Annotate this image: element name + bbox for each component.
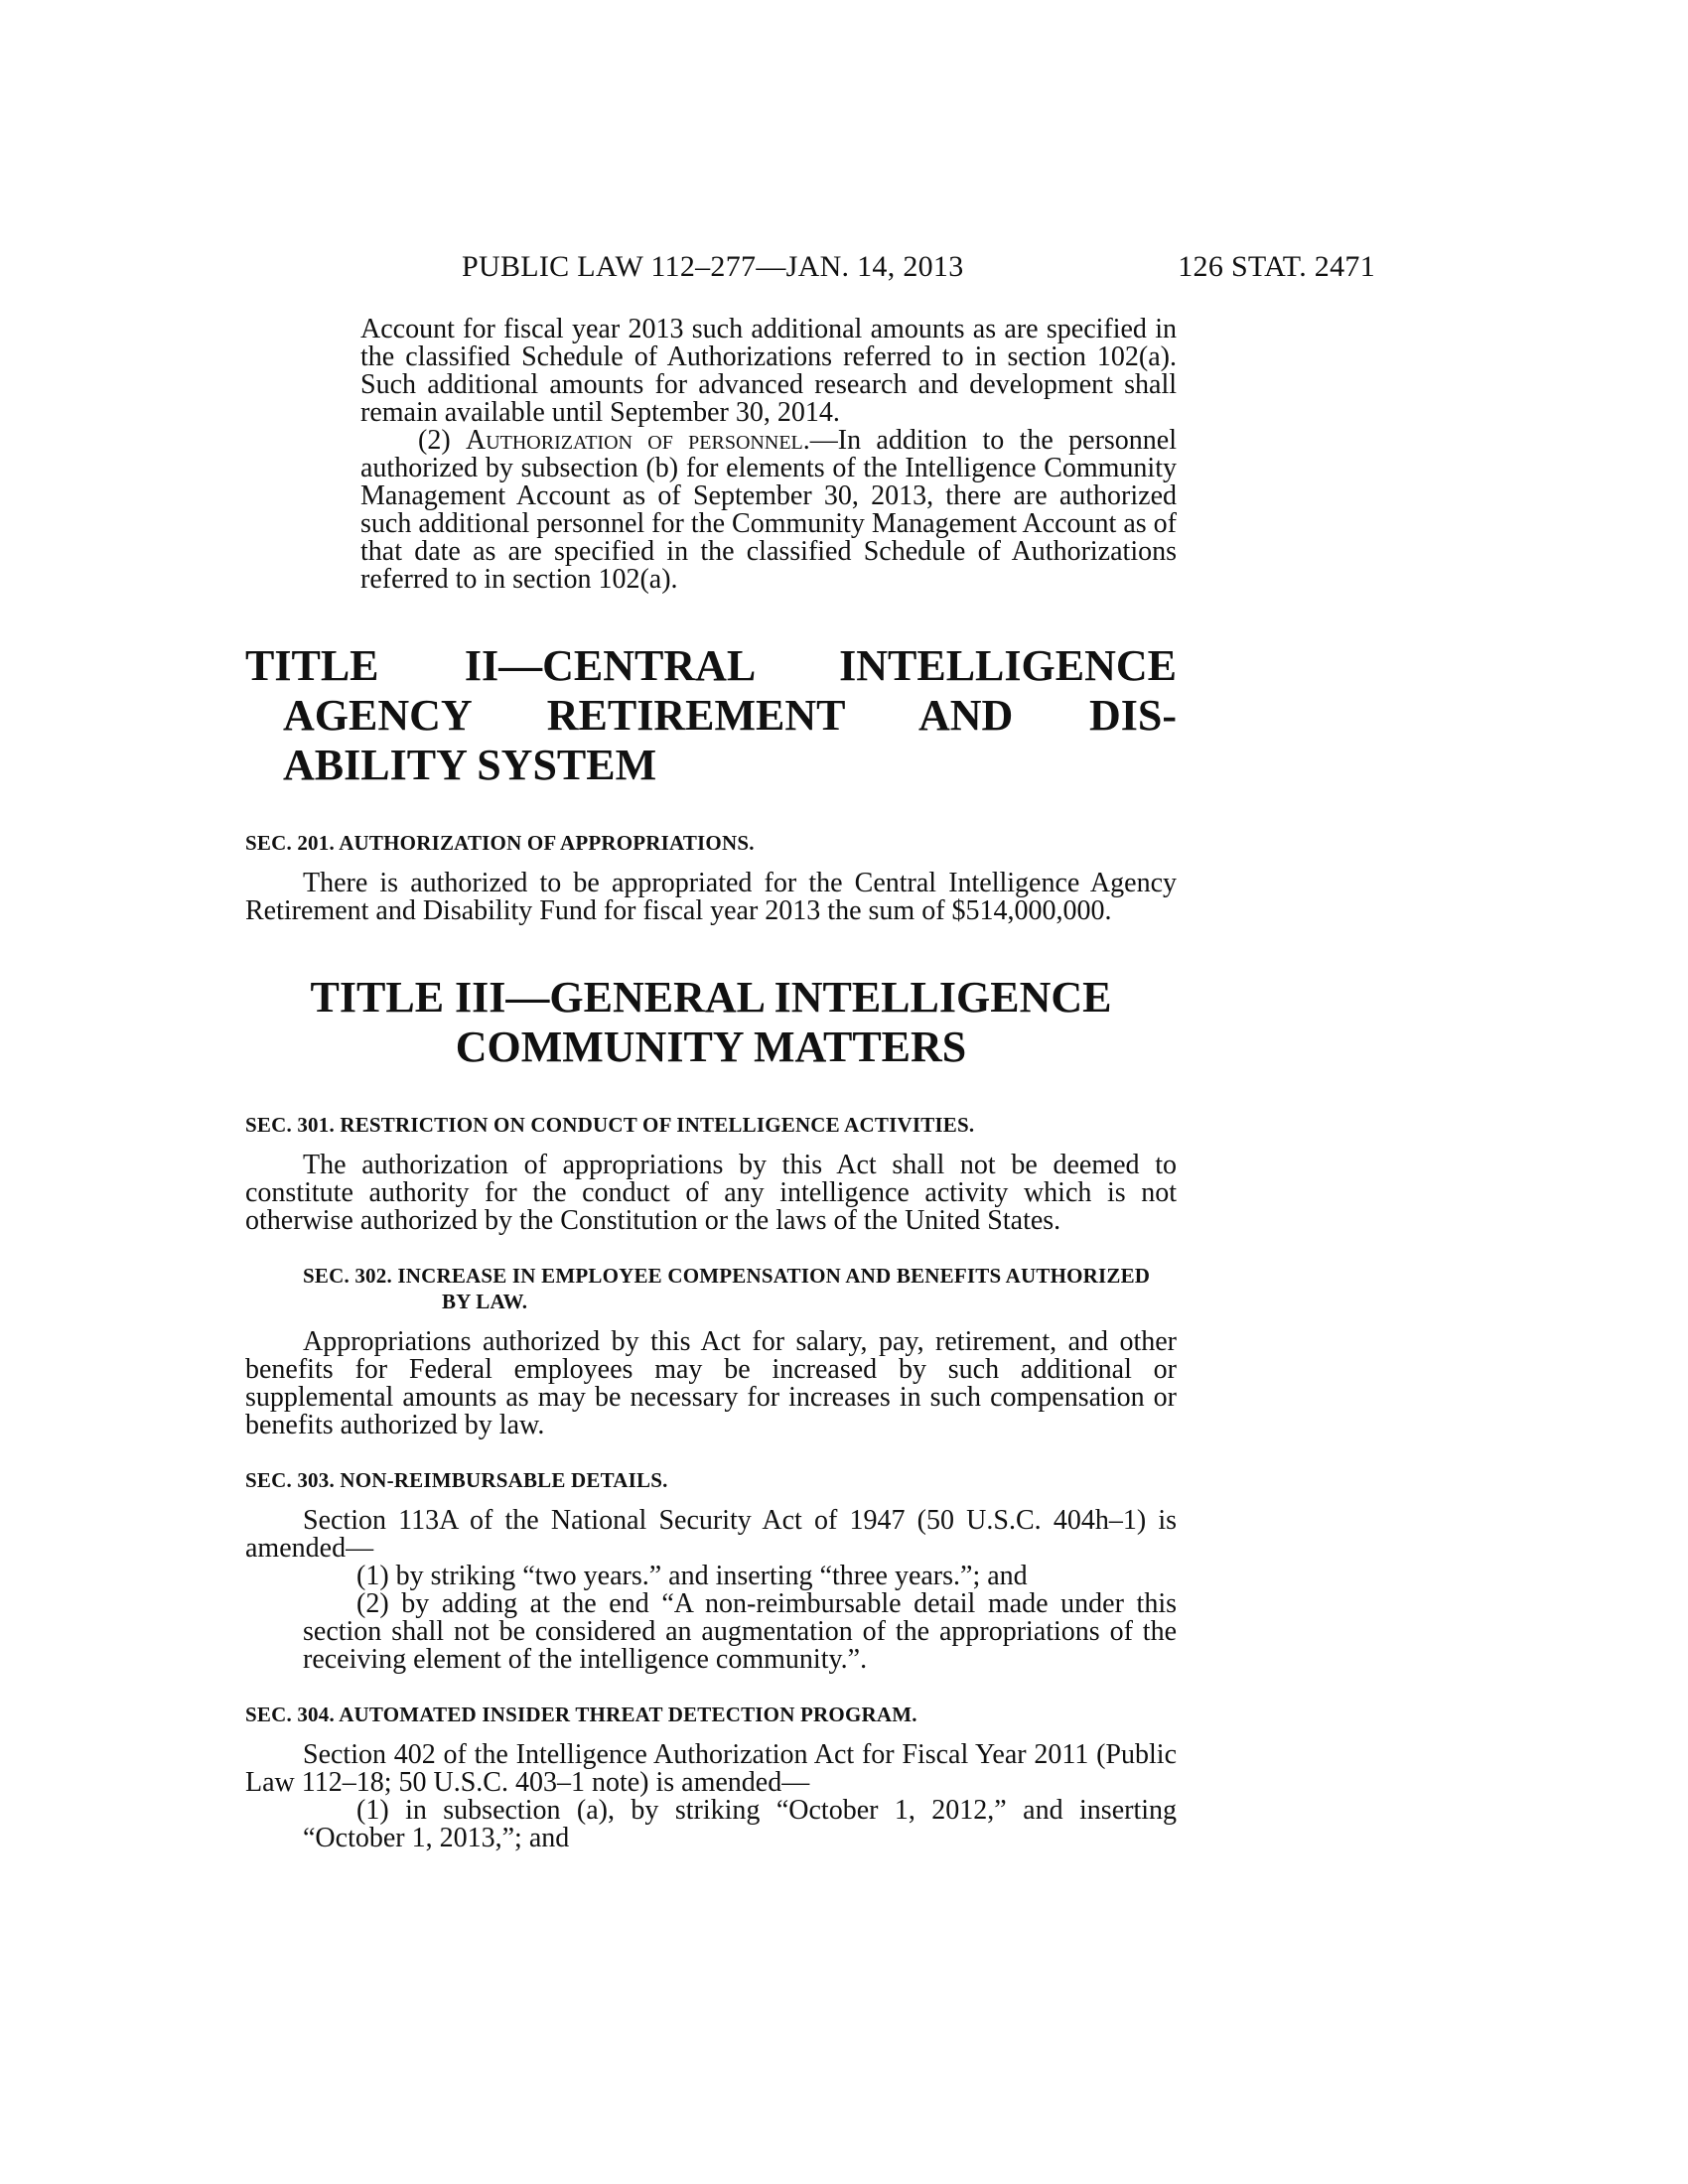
title-ii-line-1: TITLE II—CENTRAL INTELLIGENCE <box>245 641 1177 690</box>
sec-303-item-1: (1) by striking “two years.” and inserting “three years.”; and <box>356 1561 1028 1591</box>
sec-303-item-2: (2) by adding at the end “A non-reimbursable detail made under this section shall not be considered an augmentation of the appropriations of the receiving element of the intelligence community.”. <box>303 1588 1177 1675</box>
sec-303-heading: SEC. 303. NON-REIMBURSABLE DETAILS. <box>245 1468 668 1492</box>
continuation-paragraph-1: Account for fiscal year 2013 such additional amounts as are specified in the classified Schedule of Authorizations referred to in section 102(a). Such additional amounts for advanced research and development shall remain available until September 30, 2014. <box>360 314 1177 428</box>
title-ii-line-2: AGENCY RETIREMENT AND DIS- <box>283 691 1177 740</box>
title-iii-line-1: TITLE III—GENERAL INTELLIGENCE <box>310 973 1112 1022</box>
sec-302-heading: SEC. 302. INCREASE IN EMPLOYEE COMPENSATION AND BENEFITS AUTHORIZED BY LAW. <box>303 1264 1151 1313</box>
sec-201-heading: SEC. 201. AUTHORIZATION OF APPROPRIATIONS. <box>245 831 755 855</box>
sec-302-text: Appropriations authorized by this Act for salary, pay, retirement, and other benefits for Federal employees may be increased by such additional or supplemental amounts as may be necessary for increases in such compensation or benefits authorized by law. <box>245 1326 1177 1440</box>
para-heading: Authorization of personnel <box>465 425 803 456</box>
sec-301-heading: SEC. 301. RESTRICTION ON CONDUCT OF INTELLIGENCE ACTIVITIES. <box>245 1113 975 1137</box>
sec-201-text: There is authorized to be appropriated for the Central Intelligence Agency Retirement and Disability Fund for fiscal year 2013 the sum of $514,000,000. <box>245 868 1177 926</box>
public-law-citation: PUBLIC LAW 112–277—JAN. 14, 2013 <box>462 250 964 283</box>
title-iii-line-2: COMMUNITY MATTERS <box>455 1023 967 1071</box>
sec-304-item-1: (1) in subsection (a), by striking “October 1, 2012,” and inserting “October 1, 2013,”; and <box>303 1795 1177 1853</box>
title-ii-heading <box>245 641 1177 790</box>
sec-304-intro: Section 402 of the Intelligence Authorization Act for Fiscal Year 2011 (Public Law 112–18; 50 U.S.C. 403–1 note) is amended— <box>245 1739 1177 1798</box>
sec-301-text: The authorization of appropriations by this Act shall not be deemed to constitute authority for the conduct of any intelligence activity which is not otherwise authorized by the Constitution or the laws of the United States. <box>245 1150 1177 1236</box>
sec-304-heading: SEC. 304. AUTOMATED INSIDER THREAT DETECTION PROGRAM. <box>245 1703 917 1726</box>
para-number: (2) <box>418 425 466 456</box>
document-body <box>245 314 1177 1853</box>
title-iii-heading <box>245 973 1177 1072</box>
para-text: .—In addition to the personnel authorized by subsection (b) for elements of the Intelligence Community Management Account as of September 30, 2013, there are authorized such additional personnel for the Community Management Account as of that date as are specified in the classified Schedule of Authorizations referred to in section 102(a). <box>360 425 1177 595</box>
continuation-paragraph-2 <box>303 427 1177 594</box>
sec-303-intro: Section 113A of the National Security Act of 1947 (50 U.S.C. 404h–1) is amended— <box>245 1505 1177 1564</box>
statute-page-number: 126 STAT. 2471 <box>1178 250 1375 283</box>
title-ii-line-3: ABILITY SYSTEM <box>283 741 657 789</box>
